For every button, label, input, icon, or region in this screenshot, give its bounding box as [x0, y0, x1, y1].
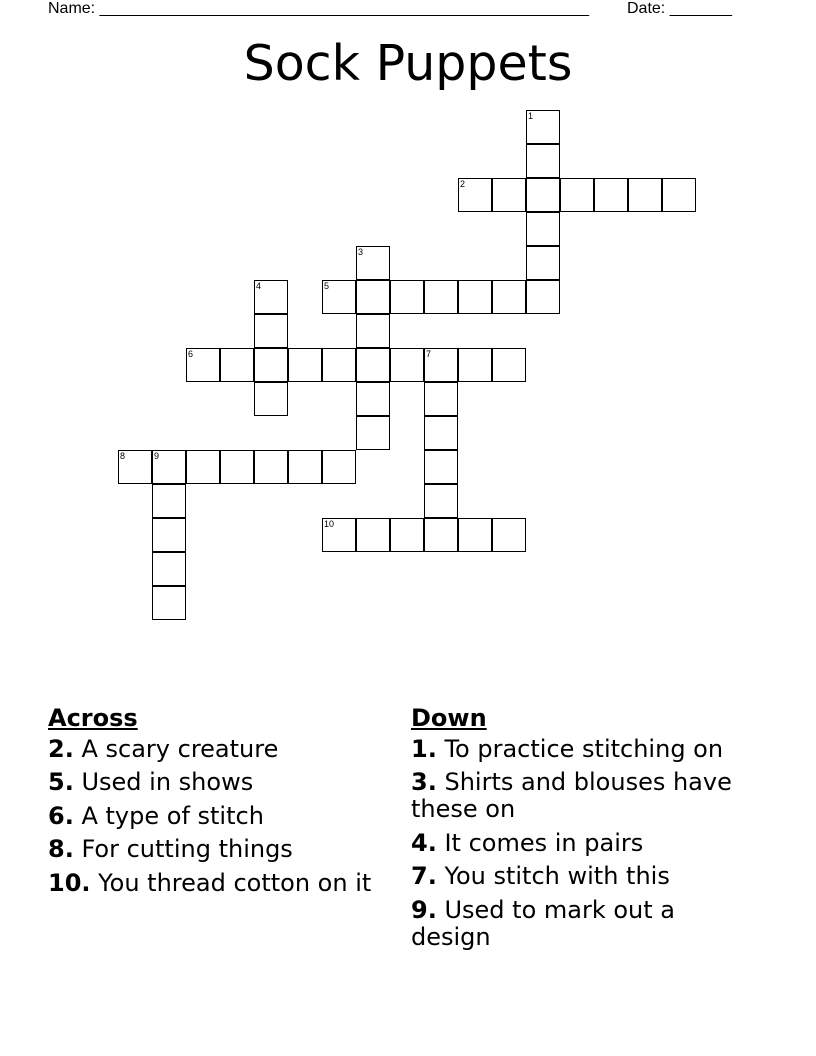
- crossword-cell[interactable]: [152, 450, 186, 484]
- crossword-cell[interactable]: [356, 348, 390, 382]
- down-clue: [411, 769, 761, 823]
- page-title: Sock Puppets: [243, 35, 573, 92]
- across-clue: [48, 769, 398, 796]
- clue-text: You thread cotton on it: [98, 868, 372, 897]
- crossword-cell[interactable]: [152, 552, 186, 586]
- down-clue: [411, 830, 761, 857]
- crossword-cell[interactable]: [560, 178, 594, 212]
- crossword-cell[interactable]: [186, 450, 220, 484]
- across-heading: Across: [48, 704, 138, 732]
- cell-number: 9: [154, 451, 160, 461]
- crossword-cell[interactable]: [356, 246, 390, 280]
- crossword-cell[interactable]: [526, 212, 560, 246]
- crossword-cell[interactable]: [424, 450, 458, 484]
- crossword-cell[interactable]: [492, 348, 526, 382]
- crossword-cell[interactable]: [492, 280, 526, 314]
- down-clues: [411, 702, 761, 958]
- clue-number: 4.: [411, 828, 437, 857]
- crossword-cell[interactable]: [458, 518, 492, 552]
- clue-number: 9.: [411, 895, 437, 924]
- clue-text: Used in shows: [81, 768, 254, 797]
- clue-text: Used to mark out a design: [411, 895, 676, 951]
- cell-number: 7: [426, 349, 432, 359]
- crossword-cell[interactable]: [220, 348, 254, 382]
- crossword-cell[interactable]: [424, 518, 458, 552]
- clue-number: 1.: [411, 734, 437, 763]
- crossword-cell[interactable]: [390, 348, 424, 382]
- crossword-cell[interactable]: [492, 178, 526, 212]
- across-clue: [48, 803, 398, 830]
- crossword-cell[interactable]: [254, 280, 288, 314]
- clue-number: 3.: [411, 768, 437, 797]
- crossword-cell[interactable]: [254, 450, 288, 484]
- crossword-cell[interactable]: [526, 178, 560, 212]
- crossword-cell[interactable]: [424, 484, 458, 518]
- clue-text: To practice stitching on: [444, 734, 724, 763]
- crossword-cell[interactable]: [526, 246, 560, 280]
- clue-text: It comes in pairs: [444, 828, 644, 857]
- crossword-cell[interactable]: [424, 280, 458, 314]
- cell-number: 8: [120, 451, 126, 461]
- across-clues: [48, 702, 398, 904]
- crossword-cell[interactable]: [356, 314, 390, 348]
- cell-number: 6: [188, 349, 194, 359]
- crossword-cell[interactable]: [628, 178, 662, 212]
- clue-text: A type of stitch: [81, 801, 264, 830]
- crossword-cell[interactable]: [458, 348, 492, 382]
- date-field: Date: _______: [627, 0, 732, 17]
- crossword-cell[interactable]: [594, 178, 628, 212]
- crossword-cell[interactable]: [356, 416, 390, 450]
- crossword-cell[interactable]: [254, 348, 288, 382]
- crossword-cell[interactable]: [186, 348, 220, 382]
- across-clue: [48, 870, 398, 897]
- crossword-cell[interactable]: [526, 110, 560, 144]
- name-field: Name: _______________________________________________________: [48, 0, 589, 17]
- clue-text: You stitch with this: [444, 862, 670, 891]
- cell-number: 3: [358, 247, 364, 257]
- crossword-cell[interactable]: [390, 518, 424, 552]
- clue-number: 2.: [48, 734, 74, 763]
- crossword-cell[interactable]: [458, 178, 492, 212]
- clue-number: 7.: [411, 862, 437, 891]
- clue-text: A scary creature: [81, 734, 279, 763]
- crossword-cell[interactable]: [492, 518, 526, 552]
- cell-number: 1: [528, 111, 534, 121]
- clue-text: Shirts and blouses have these on: [411, 768, 732, 824]
- clue-text: For cutting things: [81, 835, 293, 864]
- across-clue: [48, 836, 398, 863]
- down-clue: [411, 863, 761, 890]
- crossword-cell[interactable]: [424, 416, 458, 450]
- crossword-cell[interactable]: [356, 280, 390, 314]
- clue-number: 6.: [48, 801, 74, 830]
- crossword-cell[interactable]: [288, 450, 322, 484]
- crossword-cell[interactable]: [322, 280, 356, 314]
- cell-number: 10: [324, 519, 335, 529]
- cell-number: 5: [324, 281, 330, 291]
- clue-number: 10.: [48, 868, 91, 897]
- cell-number: 4: [256, 281, 262, 291]
- clue-number: 5.: [48, 768, 74, 797]
- crossword-cell[interactable]: [118, 450, 152, 484]
- crossword-cell[interactable]: [458, 280, 492, 314]
- down-clue: [411, 897, 761, 951]
- crossword-cell[interactable]: [356, 518, 390, 552]
- crossword-cell[interactable]: [424, 382, 458, 416]
- crossword-cell[interactable]: [526, 280, 560, 314]
- clue-number: 8.: [48, 835, 74, 864]
- crossword-cell[interactable]: [152, 518, 186, 552]
- crossword-cell[interactable]: [322, 348, 356, 382]
- crossword-cell[interactable]: [322, 450, 356, 484]
- crossword-cell[interactable]: [288, 348, 322, 382]
- crossword-cell[interactable]: [662, 178, 696, 212]
- crossword-cell[interactable]: [322, 518, 356, 552]
- cell-number: 2: [460, 179, 466, 189]
- crossword-cell[interactable]: [526, 144, 560, 178]
- crossword-cell[interactable]: [220, 450, 254, 484]
- crossword-cell[interactable]: [390, 280, 424, 314]
- crossword-cell[interactable]: [424, 348, 458, 382]
- crossword-cell[interactable]: [356, 382, 390, 416]
- crossword-cell[interactable]: [254, 382, 288, 416]
- crossword-cell[interactable]: [254, 314, 288, 348]
- down-heading: Down: [411, 704, 487, 732]
- down-clue: [411, 736, 761, 763]
- across-clue: [48, 736, 398, 763]
- crossword-cell[interactable]: [152, 484, 186, 518]
- crossword-cell[interactable]: [152, 586, 186, 620]
